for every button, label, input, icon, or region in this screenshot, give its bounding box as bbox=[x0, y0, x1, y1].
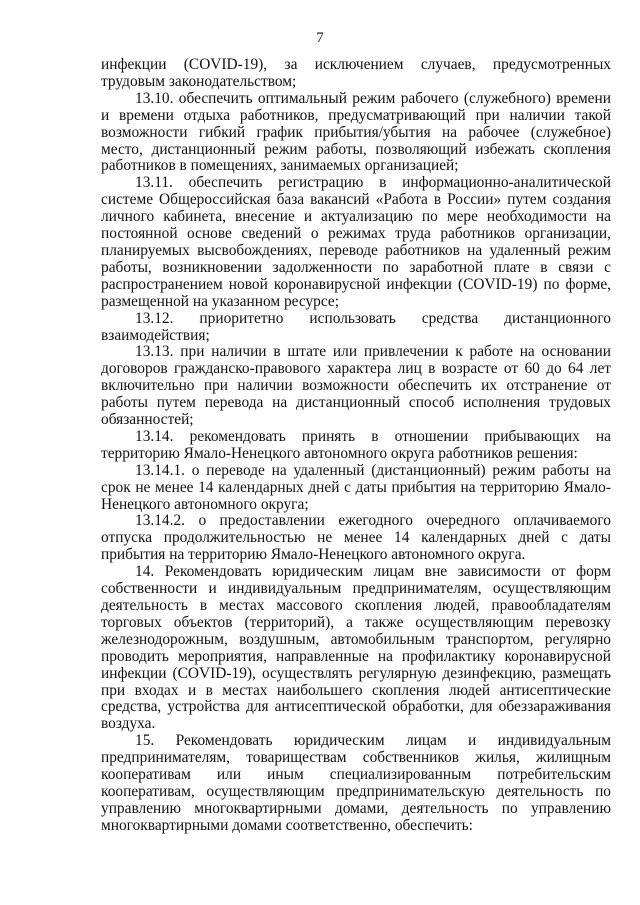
paragraph-15: 15. Рекомендовать юридическим лицам и индивидуальным предпринимателям, товариществам собственников жилья, жилищным кооперативам или иным специализированным потребительским кооперативам, осуществляющим предпринимательскую деятельность по управлению многоквартирными домами, деятельность по управлению многоквартирными домами соответственно, обеспечить: bbox=[101, 732, 611, 834]
page-number: 7 bbox=[316, 30, 324, 46]
paragraph-13-14-1: 13.14.1. о переводе на удаленный (дистанционный) режим работы на срок не менее 14 календарных дней с даты прибытия на территорию Ямало-Ненецкого автономного округа; bbox=[101, 461, 611, 513]
paragraph-13-14-2: 13.14.2. о предоставлении ежегодного очередного оплачиваемого отпуска продолжительностью не менее 14 календарных дней с даты прибытия на территорию Ямало-Ненецкого автономного округа. bbox=[101, 512, 611, 564]
paragraph-13-11: 13.11. обеспечить регистрацию в информационно-аналитической системе Общероссийская база вакансий «Работа в России» путем создания личного кабинета, внесение и актуализацию по мере необходимости на постоянной основе сведений о режимах труда работников организации, планируемых высвобождениях, переводе работников на удаленный режим работы, возникновении задолженности по заработной плате в связи с распространением новой коронавирусной инфекции (COVID-19) по форме, размещенной на указанном ресурсе; bbox=[101, 174, 611, 310]
paragraph-14: 14. Рекомендовать юридическим лицам вне зависимости от форм собственности и индивидуальным предпринимателям, осуществляющим деятельность в местах массового скопления людей, правообладателям торговых объектов (территорий), а также осуществляющим перевозку железнодорожным, воздушным, автомобильным транспортом, регулярно проводить мероприятия, направленные на профилактику коронавирусной инфекции (COVID-19), осуществлять регулярную дезинфекцию, размещать при входах и в местах наибольшего скопления людей антисептические средства, устройства для антисептической обработки, для обеззараживания воздуха. bbox=[101, 563, 611, 733]
paragraph-13-14: 13.14. рекомендовать принять в отношении прибывающих на территорию Ямало-Ненецкого автономного округа работников решения: bbox=[101, 427, 611, 462]
paragraph-13-12: 13.12. приоритетно использовать средства дистанционного взаимодействия; bbox=[101, 309, 611, 344]
paragraph-13-13: 13.13. при наличии в штате или привлечении к работе на основании договоров гражданско-правового характера лиц в возрасте от 60 до 64 лет включительно при наличии возможности обеспечить их отстранение от работы путем перевода на дистанционный способ исполнения трудовых обязанностей; bbox=[101, 343, 611, 429]
paragraph-13-10: 13.10. обеспечить оптимальный режим рабочего (служебного) времени и времени отдыха работников, предусматривающий при наличии такой возможности гибкий график прибытия/убытия на рабочее (служебное) место, дистанционный режим работы, позволяющий избежать скопления работников в помещениях, занимаемых организацией; bbox=[101, 89, 611, 175]
document-body bbox=[101, 57, 611, 835]
paragraph-continuation: инфекции (COVID-19), за исключением случаев, предусмотренных трудовым законодательством; bbox=[101, 56, 611, 90]
